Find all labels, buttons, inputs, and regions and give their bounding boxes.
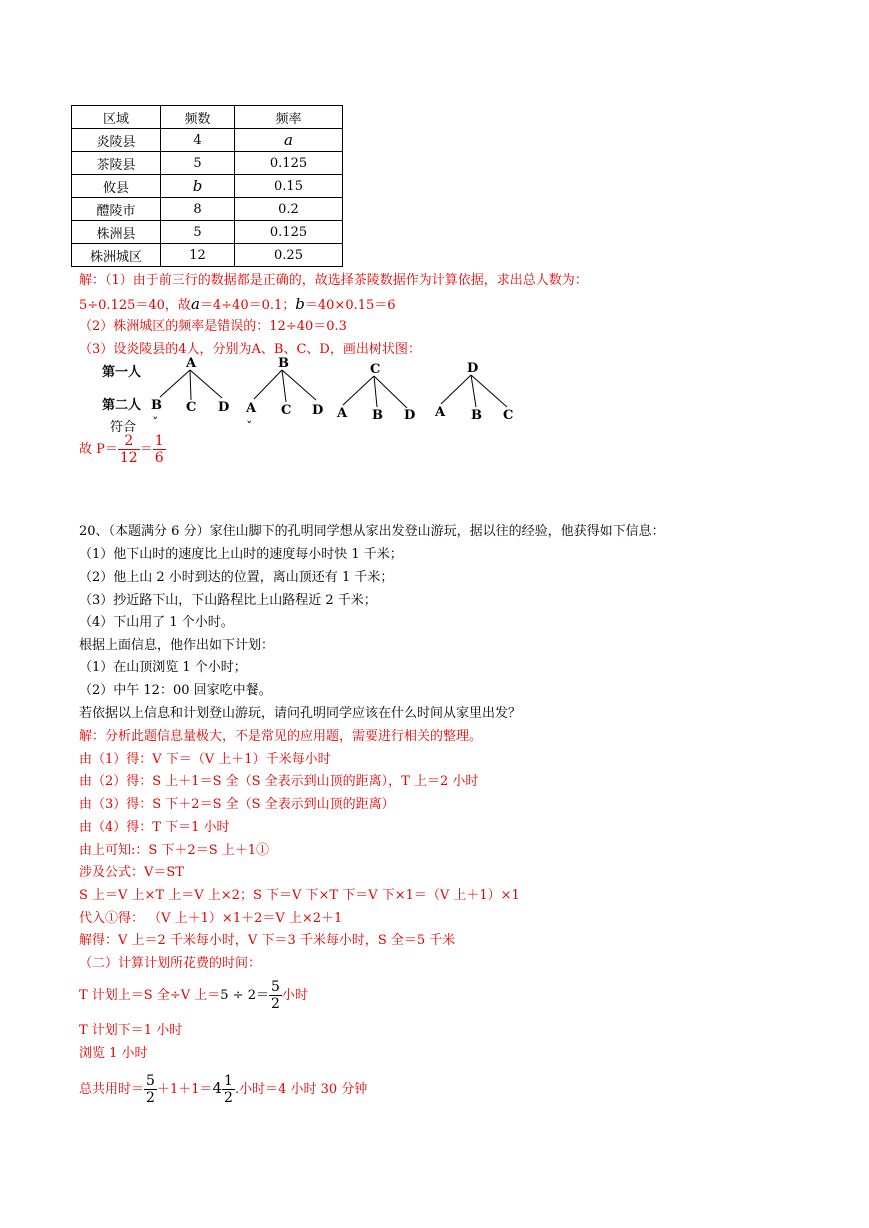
question-info: （3）抄近路下山，下山路程比上山路程近 2 千米；	[79, 593, 377, 608]
table-cell: 攸县	[72, 175, 161, 198]
equals-sign: ＝	[139, 442, 153, 457]
solution-line: 由上可知:：S 下＋2＝S 上＋1①	[79, 843, 269, 858]
table-cell: 茶陵县	[72, 152, 161, 175]
question-text: 若依据以上信息和计划登山游玩，请问孔明同学应该在什么时间从家里出发？	[79, 706, 522, 721]
solution-line: （2）株洲城区的频率是错误的：12÷40＝0.3	[79, 319, 347, 334]
tree-leaf: B	[372, 408, 383, 423]
solution-line: T 计划下＝1 小时	[79, 1023, 183, 1038]
header-cell: 频数	[161, 106, 235, 129]
solution-line: （3）设炎陵县的4人，分别为A、B、C、D，画出树状图：	[79, 342, 421, 357]
solution-line: 由（3）得：S 下＋2＝S 全（S 全表示到山顶的距离）	[79, 797, 395, 812]
variable-a: a	[190, 295, 200, 313]
fraction-numerator: 5	[146, 1073, 155, 1089]
tree-leaf: A	[435, 405, 446, 420]
tree-leaf: C	[281, 403, 292, 418]
question-info: （2）他上山 2 小时到达的位置，离山顶还有 1 千米；	[79, 570, 394, 585]
table-cell: 株洲城区	[72, 244, 161, 267]
probability-prefix: 故 P＝	[79, 442, 118, 457]
fraction	[222, 1073, 235, 1106]
question-info: （1）他下山时的速度比上山时的速度每小时快 1 千米；	[79, 547, 403, 562]
solution-line: 由（4）得：T 下＝1 小时	[79, 820, 230, 835]
solution-expression: 5 ÷ 2＝	[220, 988, 269, 1003]
solution-line: S 上＝V 上×T 上＝V 上×2；S 下＝V 下×T 下＝V 下×1＝（V 上＋1）×1	[79, 888, 520, 903]
tree-leaf: D	[312, 403, 324, 418]
tree-row-label: 第二人	[102, 398, 142, 413]
fraction-denominator: 6	[154, 450, 164, 466]
solution-text: ＋1＋1＝	[156, 1082, 213, 1097]
table-cell: a	[235, 129, 343, 152]
table-cell: 4	[161, 129, 235, 152]
fraction	[269, 979, 282, 1012]
tree-leaf: D	[218, 400, 230, 415]
solution-line: 由（2）得：S 上＋1＝S 全（S 全表示到山顶的距离），T 上＝2 小时	[79, 774, 479, 789]
table-cell: 0.15	[235, 175, 343, 198]
fraction-numerator: 2	[118, 433, 140, 450]
tree-leaf: A	[337, 406, 348, 421]
question-info: （4）下山用了 1 个小时。	[79, 615, 234, 630]
solution-line: （二）计算计划所花费的时间：	[79, 956, 262, 971]
fraction	[153, 433, 166, 466]
solution-line: 由（1）得：V 下＝（V 上＋1）千米每小时	[79, 752, 331, 767]
table-cell: 12	[161, 244, 235, 267]
table-cell: b	[161, 175, 235, 198]
solution-line: 涉及公式：V＝ST	[79, 865, 184, 880]
fraction-denominator: 2	[224, 1090, 233, 1106]
tree-check-mark: ˇ	[246, 420, 253, 435]
time-up-line	[79, 978, 308, 1014]
table-cell: 8	[161, 198, 235, 221]
header-cell: 区域	[72, 106, 161, 129]
tree-leaf: A	[246, 401, 257, 416]
total-time-line	[79, 1070, 367, 1108]
tree-leaf: D	[404, 408, 416, 423]
tree-row-label: 第一人	[102, 365, 142, 380]
solution-line: 解：（1）由于前三行的数据都是正确的，故选择茶陵数据作为计算依据，求出总人数为：	[79, 273, 588, 288]
header-cell: 频率	[235, 106, 343, 129]
solution-line: 浏览 1 小时	[79, 1046, 148, 1061]
solution-text: 总共用时＝	[79, 1082, 145, 1097]
table-cell: 0.125	[235, 221, 343, 244]
table-cell: 5	[161, 221, 235, 244]
fraction-denominator: 2	[270, 996, 280, 1012]
table-cell: 0.25	[235, 244, 343, 267]
table-cell: 醴陵市	[72, 198, 161, 221]
fraction-numerator: 1	[154, 433, 164, 449]
table-cell: 炎陵县	[72, 129, 161, 152]
tree-row-label: 符合	[110, 420, 137, 435]
tree-root: A	[186, 356, 197, 371]
tree-root: B	[278, 356, 289, 371]
solution-text: T 计划上＝S 全÷V 上＝	[79, 988, 221, 1003]
tree-check-mark: ˇ	[152, 416, 159, 431]
solution-text: .小时＝4 小时 30 分钟	[234, 1082, 368, 1097]
solution-text: 5÷0.125＝40，故	[79, 298, 191, 313]
solution-text: 小时	[281, 988, 308, 1003]
solution-text: ＝4÷40＝0.1；	[199, 298, 296, 313]
table-cell: 0.2	[235, 198, 343, 221]
fraction-numerator: 5	[270, 979, 280, 995]
tree-leaf: B	[471, 408, 482, 423]
tree-root: D	[467, 361, 479, 376]
tree-root: C	[370, 362, 381, 377]
tree-leaf: C	[186, 400, 197, 415]
question-title: 20、（本题满分 6 分）家住山脚下的孔明同学想从家出发登山游玩，据以往的经验，他获得如下信息：	[79, 524, 665, 539]
solution-line: 解得：V 上＝2 千米每小时，V 下＝3 千米每小时，S 全＝5 千米	[79, 933, 456, 948]
table-cell: 5	[161, 152, 235, 175]
table-cell: 0.125	[235, 152, 343, 175]
variable-b: b	[295, 295, 305, 313]
solution-text: ＝40×0.15＝6	[304, 298, 396, 313]
probability-result	[79, 432, 166, 468]
plan-intro: 根据上面信息，他作出如下计划：	[79, 638, 275, 653]
plan-item: （2）中午 12：00 回家吃中餐。	[79, 683, 272, 698]
fraction-denominator: 12	[119, 450, 138, 466]
solution-line: 解：分析此题信息量极大，不是常见的应用题，需要进行相关的整理。	[79, 729, 483, 744]
table-cell: 株洲县	[72, 221, 161, 244]
tree-leaf: C	[503, 408, 514, 423]
mixed-number-whole: 4	[212, 1079, 223, 1097]
solution-line: 代入①得： （V 上＋1）×1＋2＝V 上×2＋1	[79, 911, 343, 926]
fraction-numerator: 1	[224, 1073, 233, 1089]
plan-item: （1）在山顶浏览 1 个小时；	[79, 660, 247, 675]
fraction	[144, 1073, 157, 1106]
fraction	[118, 433, 140, 466]
tree-leaf: B	[151, 398, 162, 413]
fraction-denominator: 2	[146, 1090, 155, 1106]
